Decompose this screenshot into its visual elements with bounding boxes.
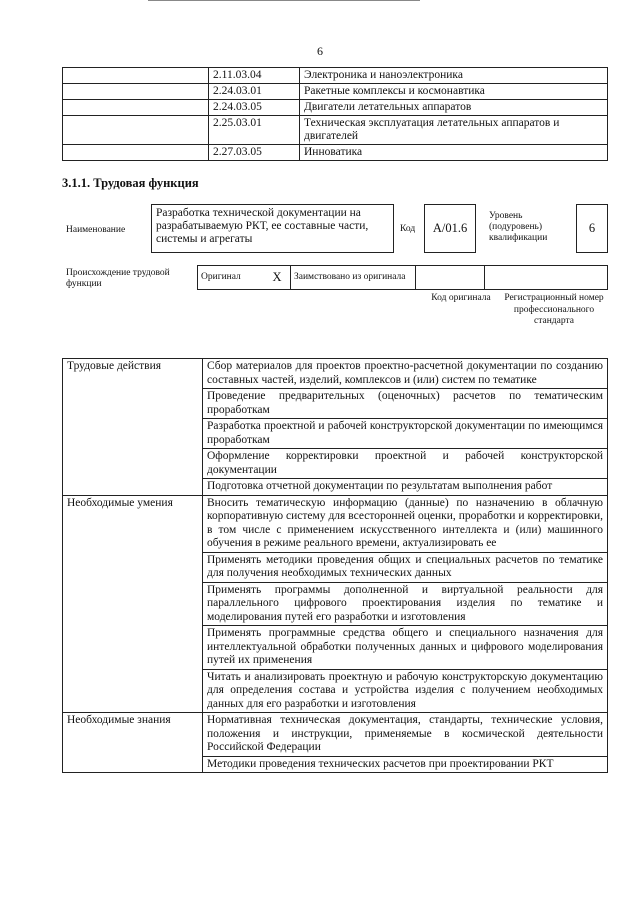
codes-name: Инноватика	[300, 145, 608, 161]
item-cell: Разработка проектной и рабочей конструкторской документации по имеющимся проработкам	[203, 419, 608, 449]
function-code-box: A/01.6	[424, 204, 476, 253]
item-cell: Применять методики проведения общих и специальных расчетов по тематике для получения необходимых технических данных	[203, 552, 608, 582]
codes-row	[63, 145, 608, 161]
details-row	[63, 713, 608, 757]
top-rule	[148, 0, 420, 1]
function-details-table	[62, 358, 608, 773]
codes-empty-cell	[63, 100, 209, 116]
codes-code: 2.24.03.05	[209, 100, 300, 116]
original-mark: X	[264, 266, 291, 290]
original-cell	[198, 266, 265, 290]
details-row	[63, 495, 608, 552]
item-cell: Оформление корректировки проектной и рабочей конструкторской документации	[203, 449, 608, 479]
codes-name: Техническая эксплуатация летательных аппаратов и двигателей	[300, 116, 608, 145]
reg-number-caption: Регистрационный номер профессионального стандарта	[504, 293, 604, 326]
codes-row	[63, 100, 608, 116]
codes-empty-cell	[63, 116, 209, 145]
codes-row	[63, 84, 608, 100]
category-cell: Трудовые действия	[63, 359, 203, 496]
codes-name: Двигатели летательных аппаратов	[300, 100, 608, 116]
level-label: Уровень (подуровень) квалификации	[489, 211, 548, 243]
details-row	[63, 359, 608, 389]
original-code-cell	[416, 266, 485, 290]
category-cell: Необходимые умения	[63, 495, 203, 713]
codes-code: 2.25.03.01	[209, 116, 300, 145]
origin-label: Происхождение трудовой функции	[66, 268, 170, 289]
category-cell: Необходимые знания	[63, 713, 203, 773]
function-name-box: Разработка технической документации на разрабатываемую РКТ, ее составные части, системы и агрегаты	[151, 204, 394, 253]
original-label: Оригинал	[201, 272, 241, 282]
reg-number-cell	[485, 266, 608, 290]
codes-row	[63, 116, 608, 145]
codes-name: Электроника и наноэлектроника	[300, 68, 608, 84]
codes-row	[63, 68, 608, 84]
borrowed-cell: Заимствовано из оригинала	[291, 266, 416, 290]
item-cell: Применять программные средства общего и специального назначения для интеллектуальной обработки полученных данных и цифрового моделирования путей их применения	[203, 626, 608, 670]
code-label: Код	[400, 224, 416, 234]
codes-empty-cell	[63, 68, 209, 84]
codes-empty-cell	[63, 145, 209, 161]
item-cell: Применять программы дополненной и виртуальной реальности для параллельного цифрового проектирования изделия по тематике и моделирования путей его разработки и изготовления	[203, 582, 608, 626]
page-number: 6	[317, 44, 323, 58]
codes-name: Ракетные комплексы и космонавтика	[300, 84, 608, 100]
item-cell: Подготовка отчетной документации по результатам выполнения работ	[203, 479, 608, 496]
item-cell: Читать и анализировать проектную и рабочую конструкторскую документацию для определения состава и устройства изделия с получением необходимых данных для его разработки и изготовления	[203, 669, 608, 713]
name-label: Наименование	[66, 225, 126, 235]
item-cell: Вносить тематическую информацию (данные) по назначению в облачную корпоративную систему для всесторонней оценки, проработки и корректировки, в том числе с применением искусственного интеллекта и (или) машинного обучения в режиме реального времени, актуализировать ее	[203, 495, 608, 552]
original-code-caption: Код оригинала	[431, 293, 491, 303]
item-cell: Проведение предварительных (оценочных) расчетов по тематическим проработкам	[203, 389, 608, 419]
codes-empty-cell	[63, 84, 209, 100]
item-cell: Нормативная техническая документация, стандарты, технические условия, положения и инструкции, применяемые в космической деятельности Российской Федерации	[203, 713, 608, 757]
codes-code: 2.27.03.05	[209, 145, 300, 161]
education-codes-table	[62, 67, 608, 161]
qualification-level-box: 6	[576, 204, 608, 253]
item-cell: Методики проведения технических расчетов при проектировании РКТ	[203, 756, 608, 773]
codes-code: 2.24.03.01	[209, 84, 300, 100]
codes-code: 2.11.03.04	[209, 68, 300, 84]
section-title: 3.1.1. Трудовая функция	[62, 176, 199, 190]
origin-table	[197, 265, 608, 290]
item-cell: Сбор материалов для проектов проектно-расчетной документации по созданию составных частей, изделий, комплексов и (или) систем по тематике	[203, 359, 608, 389]
